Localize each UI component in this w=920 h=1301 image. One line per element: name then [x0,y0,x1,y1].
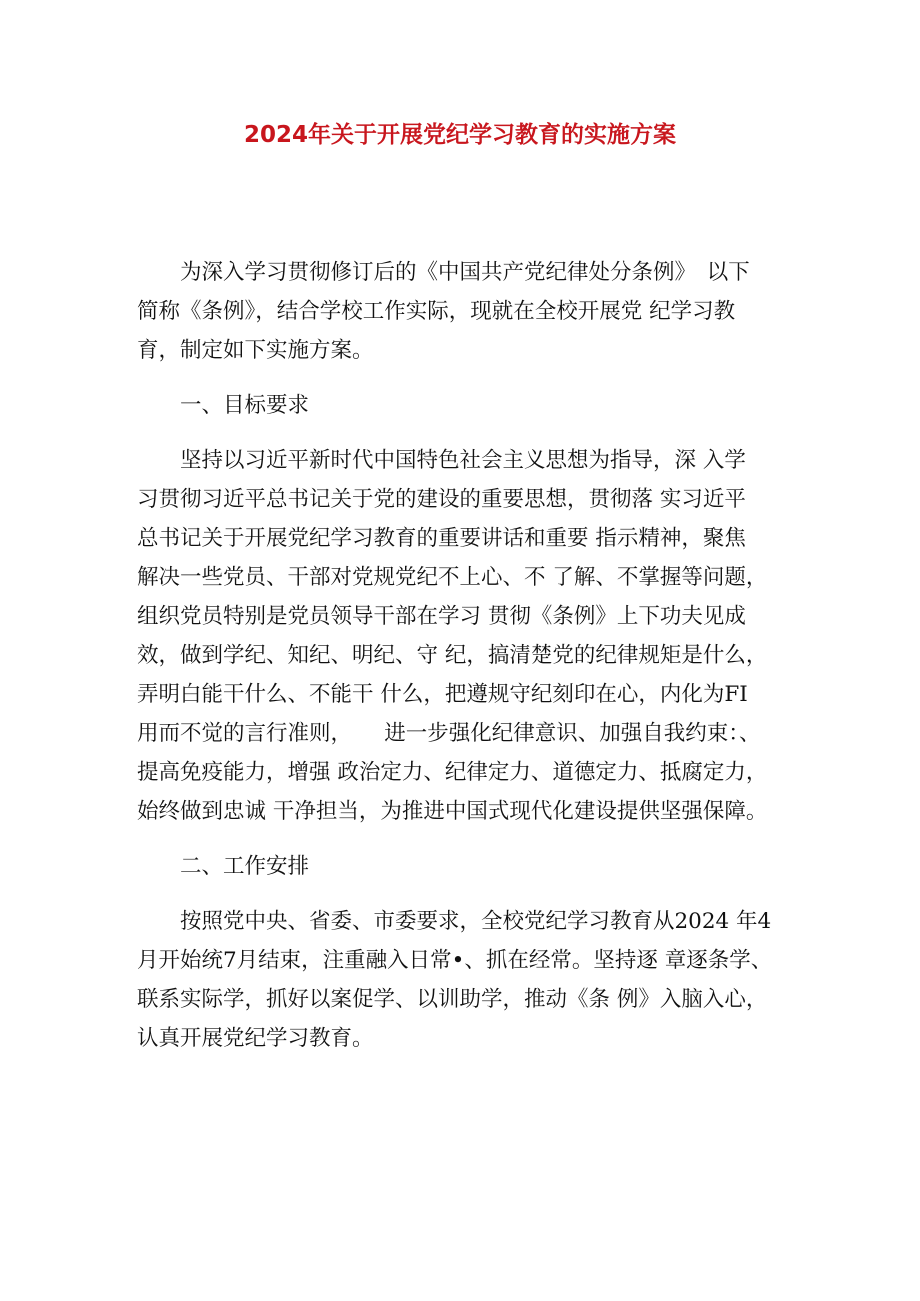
document-title: 2024年关于开展党纪学习教育的实施方案 [243,122,676,148]
section1-heading: 一、目标要求 [180,393,310,418]
section1-line: 弄明白能干什么、不能干 什么，把遵规守纪刻印在心，内化为FI [137,682,748,707]
intro-line: 为深入学习贯彻修订后的《中国共产党纪律处分条例》 以下 [180,260,750,285]
section2-line: 月开始统7月结束，注重融入日常•、抓在经常。坚持逐 章逐条学、 [137,948,773,973]
section1-paragraph [137,441,797,831]
intro-line: 育，制定如下实施方案。 [137,338,374,363]
section1-line: 提高免疫能力，增强 政治定力、纪律定力、道德定力、抵腐定力， [137,760,768,785]
section2-line: 联系实际学，抓好以案促学、以训助学，推动《条 例》入脑入心， [137,987,768,1012]
section1-line: 效，做到学纪、知纪、明纪、守 纪，搞清楚党的纪律规矩是什么， [137,643,768,668]
section2-heading: 二、工作安排 [180,854,310,879]
section1-line: 组织党员特别是党员领导干部在学习 贯彻《条例》上下功夫见成 [137,604,746,629]
section1-line: 坚持以习近平新时代中国特色社会主义思想为指导，深 入学 [180,448,746,473]
section2-paragraph [137,902,797,1058]
section2-line: 认真开展党纪学习教育。 [137,1026,374,1051]
intro-paragraph [137,253,797,370]
document-body [137,253,797,1074]
section1-line: 习贯彻习近平总书记关于党的建设的重要思想，贯彻落 实习近平 [137,487,746,512]
intro-line: 简称《条例》，结合学校工作实际，现就在全校开展党 纪学习教 [137,299,736,324]
section2-line: 按照党中央、省委、市委要求，全校党纪学习教育从2024 年4 [180,909,772,934]
section1-line: 用而不觉的言行准则， 进一步强化纪律意识、加强自我约束：、 [137,721,761,746]
section1-line: 始终做到忠诚 干净担当，为推进中国式现代化建设提供坚强保障。 [137,799,768,824]
section1-line: 解决一些党员、干部对党规党纪不上心、不 了解、不掌握等问题， [137,565,768,590]
section1-line: 总书记关于开展党纪学习教育的重要讲话和重要 指示精神，聚焦 [137,526,746,551]
